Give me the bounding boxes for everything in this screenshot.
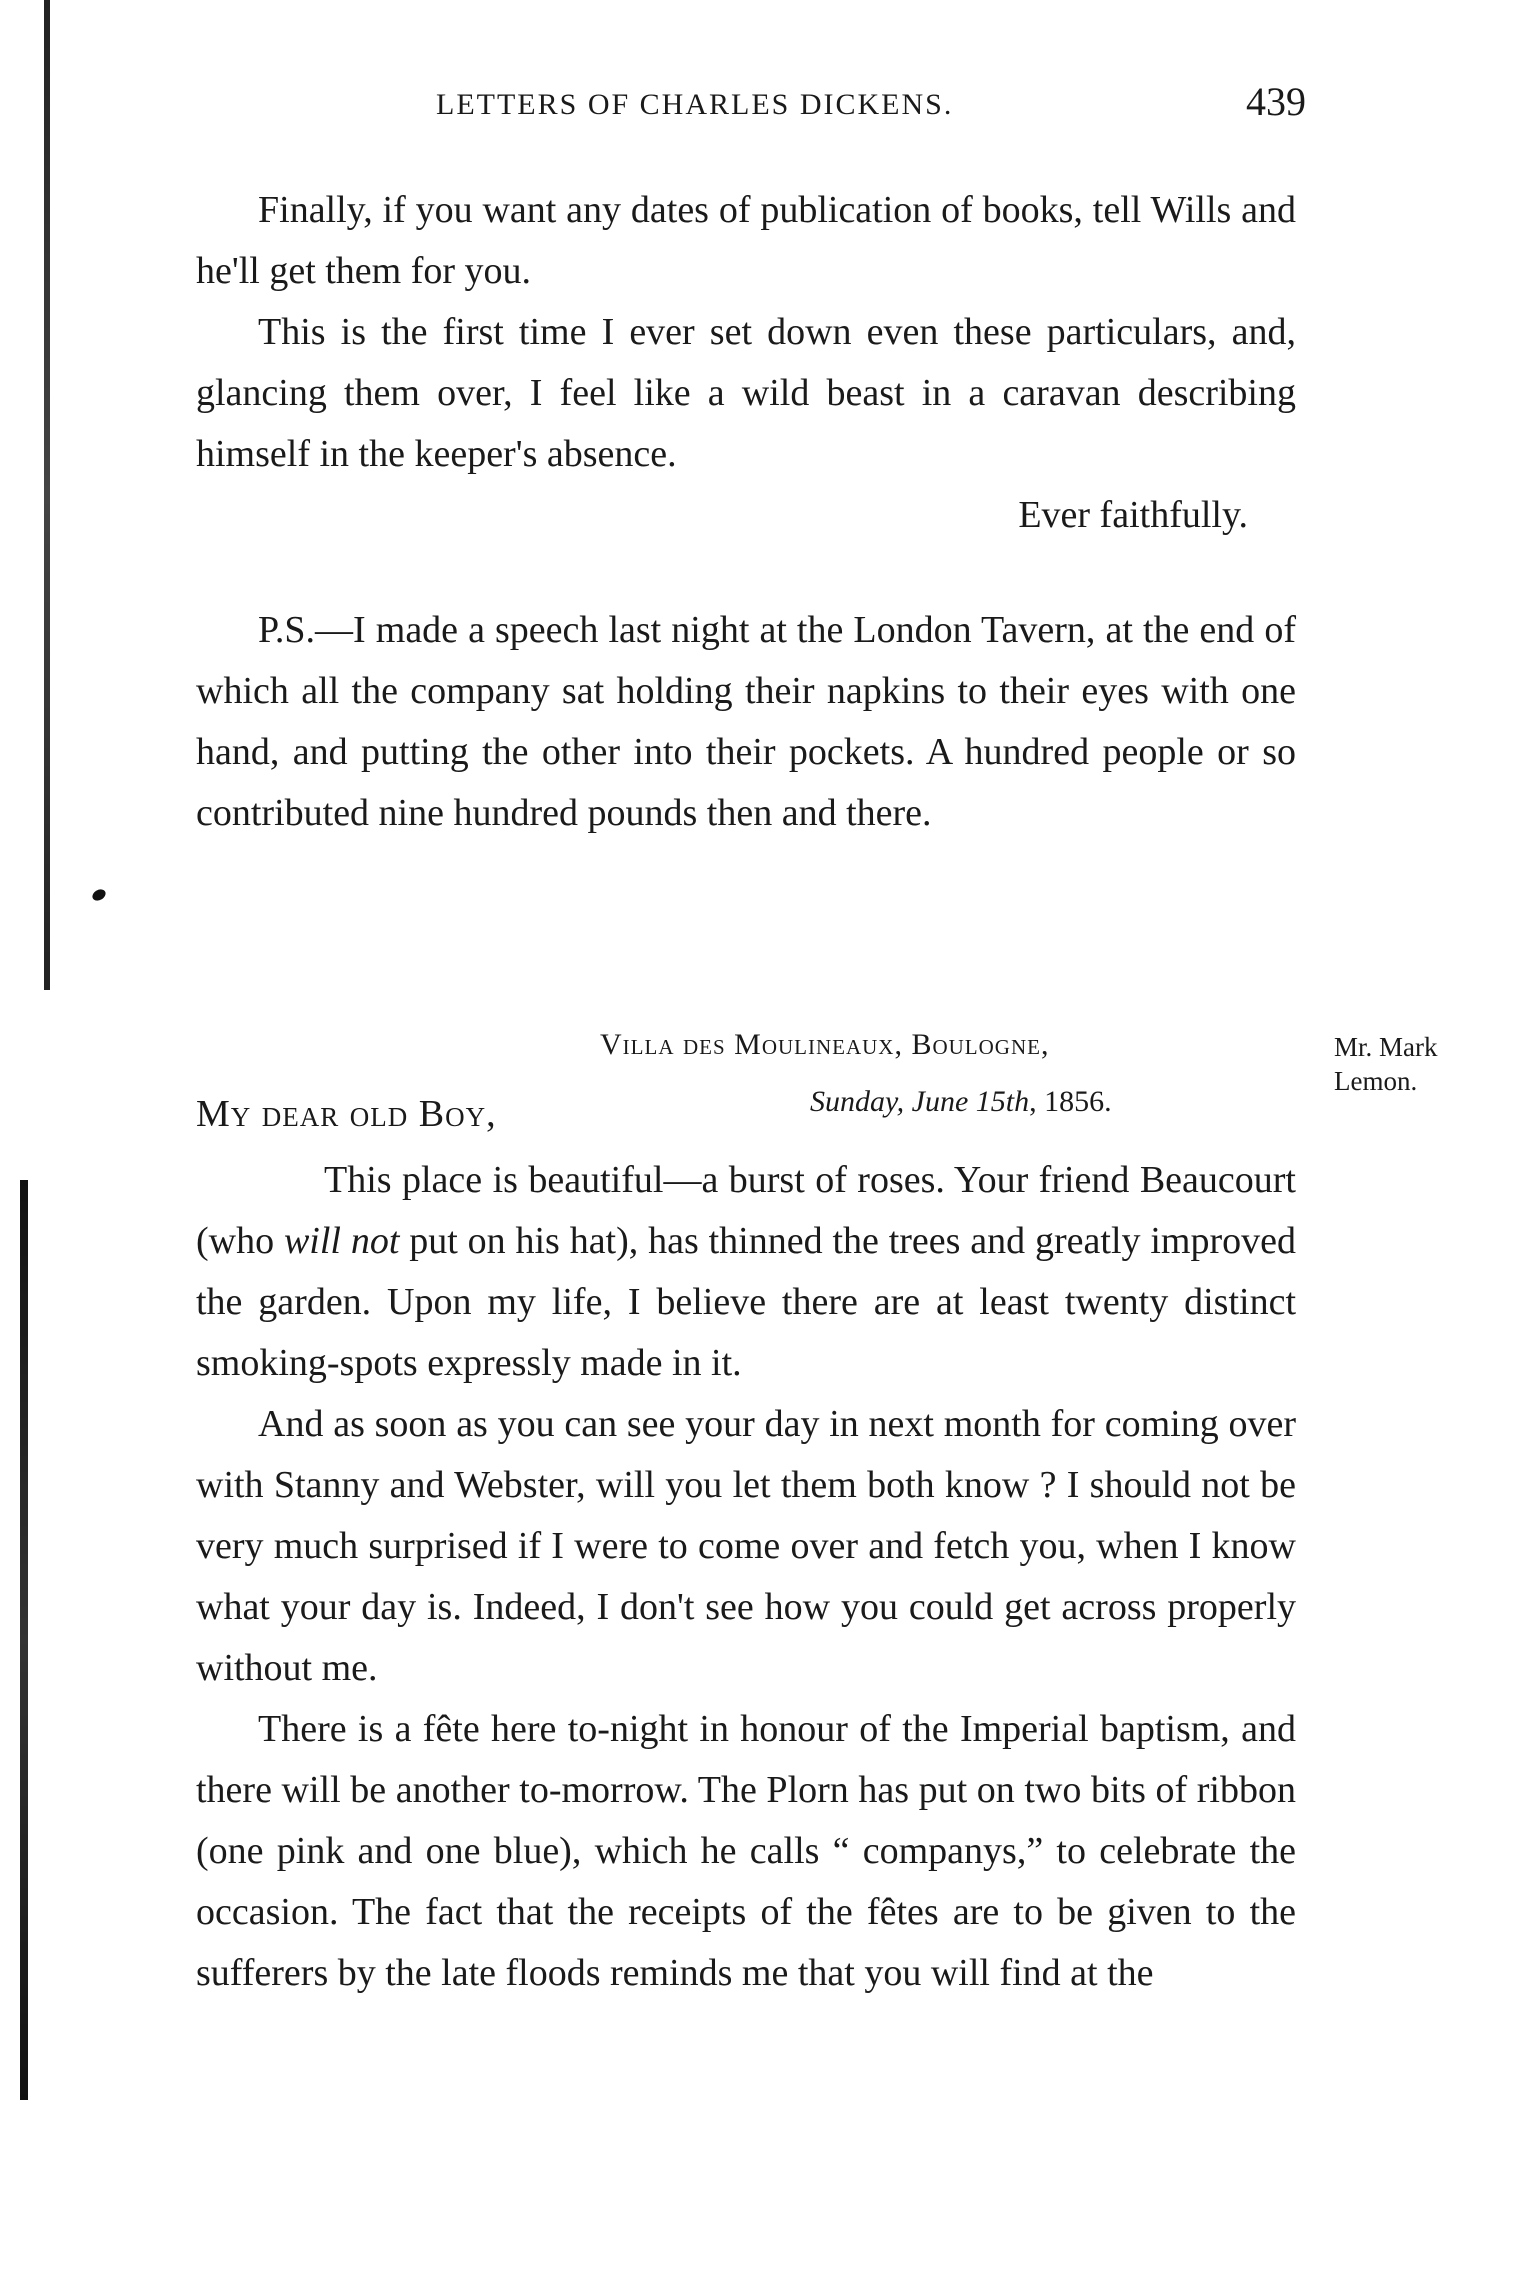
paragraph	[196, 1150, 1296, 1394]
date-year: , 1856.	[1029, 1085, 1112, 1118]
letter-date	[810, 1085, 1112, 1119]
paragraph-text: This place is beautiful—a burst of roses. Your friend Beaucourt (who	[196, 1159, 1296, 1262]
page-number: 439	[1246, 79, 1306, 124]
paragraph-text: put on his hat), has thinned the trees and greatly improved the garden. Upon my life, I believe there are at least twenty distinct smoking-spots expressly made in it.	[196, 1220, 1297, 1384]
salutation: My dear old Boy,	[196, 1093, 497, 1135]
recipient-margin-note: Mr. Mark Lemon.	[1334, 1032, 1438, 1096]
binding-shadow-upper	[44, 0, 50, 990]
paragraph: And as soon as you can see your day in next month for coming over with Stanny and Webster, will you let them both know ? I should not be very much surprised if I were to come over and fetch you, when I know what your day is. Indeed, I don't see how you could get across properly without me.	[196, 1403, 1296, 1689]
paragraph: There is a fête here to-night in honour of the Imperial baptism, and there will be another to-morrow. The Plorn has put on two bits of ribbon (one pink and one blue), which he calls “ companys,” to celebrate the occasion. The fact that the receipts of the fêtes are to be given to the sufferers by the late floods reminds me that you will find at the	[196, 1708, 1296, 1994]
ink-blot	[90, 887, 107, 903]
paragraph: Finally, if you want any dates of publication of books, tell Wills and he'll get them for you.	[196, 189, 1296, 292]
date-day: Sunday, June 15	[810, 1085, 1006, 1118]
paragraph: This is the first time I ever set down even these particulars, and, glancing them over, I feel like a wild beast in a caravan describing himself in the keeper's absence.	[196, 311, 1296, 475]
running-title: LETTERS OF CHARLES DICKENS.	[436, 88, 954, 121]
postscript-block	[196, 600, 1296, 844]
binding-shadow-lower	[20, 1180, 28, 2100]
date-suffix: th	[1005, 1085, 1030, 1118]
letter-body	[196, 1150, 1296, 2004]
page-header	[196, 78, 1306, 138]
previous-letter-body	[196, 180, 1296, 546]
postscript: P.S.—I made a speech last night at the London Tavern, at the end of which all the company sat holding their napkins to their eyes with one hand, and putting the other into their pockets. A hundred people or so contributed nine hundred pounds then and there.	[196, 609, 1296, 834]
letter-address: Villa des Moulineaux, Boulogne,	[600, 1028, 1050, 1061]
emphasis: will not	[283, 1220, 400, 1262]
letter-signoff: Ever faithfully.	[1018, 494, 1248, 536]
